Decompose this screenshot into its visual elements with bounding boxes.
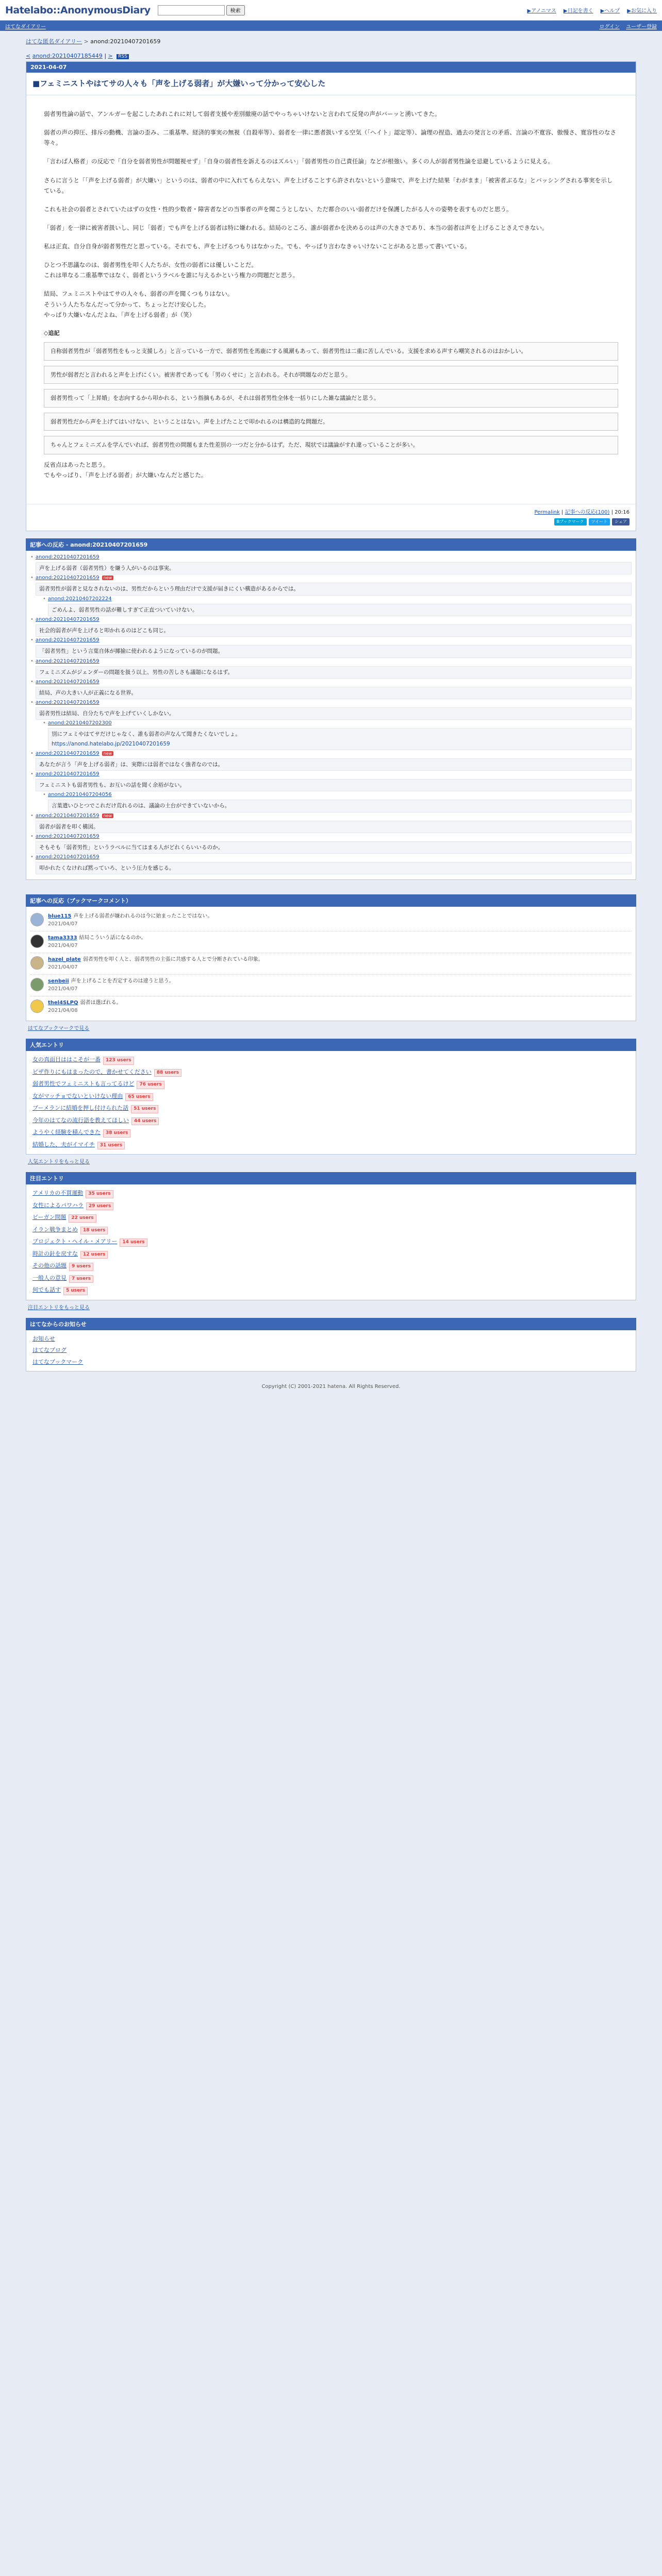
search-box: [158, 5, 245, 15]
reply-text: 弱者男性は結局、自分たちで声を上げていくしかない。: [36, 707, 632, 720]
reply-link[interactable]: anond:20210407201659: [35, 617, 100, 623]
entry-paragraph: 弱者男性論の話で、アンルガーを起こしたあれこれに対して弱者支援や差別撤廃の話でやっちゃいけないと言われて反発の声がバーッと湧いてきた。: [44, 110, 441, 117]
reply-text: そもそも「弱者男性」というラベルに当てはまる人がどれくらいいるのか。: [36, 841, 632, 854]
rss-icon[interactable]: RSS: [117, 54, 129, 59]
trackback-user[interactable]: blue115: [48, 913, 72, 920]
list-item: 女がマッチョでないといけない理由 65 users: [30, 1091, 632, 1103]
reply-link[interactable]: anond:20210407201659: [35, 637, 100, 643]
list-item: 時計の針を戻すな 12 users: [30, 1248, 632, 1261]
list-item: ブーメランに結婚を押し付けられた話 51 users: [30, 1103, 632, 1115]
reply-node: • anond:20210407201659 new 弱者男性が弱者と見なされないのは、男性だからという理由だけで支援が届きにくい構造があるからでは。 • anond:20210407202224 ごめんよ、弱者男性の話が難しすぎて正直ついていけない。: [30, 574, 632, 616]
anond-link[interactable]: anond:20210407185449: [32, 53, 103, 59]
entry-nav: < anond:20210407185449 | > RSS: [26, 53, 636, 59]
users-badge: 22 users: [69, 1214, 96, 1223]
users-badge: 51 users: [131, 1105, 158, 1113]
reply-node: • anond:20210407201659 弱者男性は結局、自分たちで声を上げていくしかない。 • anond:20210407202300 別にフェミやはてサだけじゃなく、誰も弱者の声なんて聞きたくないでしょ。 https://anond.hatelabo.jp/20210407201659: [30, 699, 632, 750]
subbar-login[interactable]: ログイン: [599, 24, 620, 30]
list-item: ビーガン問題 22 users: [30, 1212, 632, 1224]
reply-node: • anond:20210407201659 「弱者男性」という言葉自体が揶揄に使われるようになっているのが問題。: [30, 637, 632, 657]
entry-footer: Permalink | 記事への反応(100) | 20:16: [26, 504, 636, 518]
featured-list: [26, 1184, 636, 1300]
entry-paragraph: 弱者の声の抑圧、排斥の動機、言論の歪み、二重基準、経済的事実の無視（自殺率等）、弱者を一律に悪者扱いする空気（「ヘイト」認定等）、論理の捏造、過去の発言との矛盾、言論の不寛容、傲慢さ、寛容性のなさ等々。: [44, 129, 616, 147]
entry-paragraph: さらに言うと「「声を上げる弱者」が大嫌い」というのは、弱者の中に入れてもらえない、声を上げることすら許されないという意味で、声を上げた結果「わがまま」「被害者ぶるな」とバッシングされる事実を示している。: [44, 176, 613, 194]
entry-body: [26, 95, 636, 504]
reply-text: あなたが言う「声を上げる弱者」は、実際には弱者ではなく強者なのでは。: [36, 758, 632, 771]
prev-link[interactable]: <: [26, 53, 31, 59]
list-item: 何でも話す 5 users: [30, 1284, 632, 1297]
closing-line: ひとつ不思議なのは、弱者男性を叩く人たちが、女性の弱者には優しいことだ。: [44, 261, 257, 269]
list-item: はてなブックマーク: [32, 1358, 84, 1365]
quote-box: 弱者男性って「上昇婚」を志向するから叩かれる、という指摘もあるが、それは弱者男性全体を一括りにした雑な議論だと思う。: [44, 389, 618, 408]
trackback-section-title: 記事への反応（ブックマークコメント）: [26, 894, 636, 907]
reply-node: • anond:20210407201659 結局、声の大きい人が正義になる世界。: [30, 679, 632, 699]
reply-node: • anond:20210407201659 社会的弱者が声を上げると叩かれるのはどこも同じ。: [30, 616, 632, 637]
facebook-share-button[interactable]: シェア: [612, 518, 630, 526]
subbar-register[interactable]: ユーザー登録: [626, 24, 657, 30]
entry: [26, 61, 636, 531]
reply-text: 社会的弱者が声を上げると叩かれるのはどこも同じ。: [36, 624, 632, 637]
users-badge: 7 users: [69, 1275, 93, 1283]
reply-link[interactable]: anond:20210407201659: [35, 833, 100, 839]
reply-text: 言葉遣いひとつでこれだけ荒れるのは、議論の土台ができていないから。: [48, 800, 632, 812]
trackback-user[interactable]: hazel_plate: [48, 957, 81, 963]
tweet-button[interactable]: ツイート: [589, 518, 610, 526]
entry-title[interactable]: ■フェミニストやはてサの人々も「声を上げる弱者」が大嫌いって分かって安心した: [26, 73, 636, 95]
list-item: 女の真面目ははこそが一番 123 users: [30, 1054, 632, 1066]
quote-box: ちゃんとフェミニズムを学んでいれば、弱者男性の問題もまた性差別の一つだと分かるはず。ただ、現状では議論がすれ違っていることが多い。: [44, 436, 618, 454]
header-nav: [527, 6, 657, 14]
users-badge: 123 users: [103, 1057, 134, 1065]
entry-time: 20:16: [615, 510, 630, 516]
after-note: でもやっぱり、「声を上げる弱者」が大嫌いなんだと感じた。: [44, 471, 207, 479]
trackback-item: hazel_plate 弱者男性を叩く人と、弱者男性の主張に共感する人とで分断されている印象。 2021/04/07: [30, 953, 632, 975]
sign-off-line: 結局、フェミニストやはてサの人々も、弱者の声を聞くつもりはない。: [44, 290, 234, 298]
users-badge: 88 users: [154, 1069, 181, 1077]
new-badge: new: [102, 814, 114, 818]
list-item: 女性によるパワハラ 29 users: [30, 1200, 632, 1212]
entry-paragraph: 「言わば人格者」の反応で「自分を弱者男性が問題視せず」「自身の弱者性を訴えるのはズルい」「弱者男性の自己責任論」などが根強い。多くの人が弱者男性論を忌避しているように見える。: [44, 158, 554, 165]
reply-node: • anond:20210407201659 フェミニズムがジェンダーの問題を扱う以上、男性の苦しさも議題になるはず。: [30, 658, 632, 679]
featured-section-title: 注目エントリ: [26, 1172, 636, 1184]
bookmark-count-link[interactable]: 記事への反応(100): [565, 510, 610, 516]
nav-favorites[interactable]: ▶お気に入り: [627, 8, 657, 14]
reply-text: 声を上げる弱者（弱者男性）を嫌う人がいるのは事実。: [36, 562, 632, 574]
entry-paragraph: 「弱者」を一律に被害者扱いし、同じ「弱者」でも声を上げる弱者は特に嫌われる。結局のところ、誰が弱者かを決めるのは声の大きさであり、本当の弱者は声を上げることさえできない。: [44, 224, 548, 231]
avatar[interactable]: [30, 956, 44, 970]
reply-text: ごめんよ、弱者男性の話が難しすぎて正直ついていけない。: [48, 604, 632, 616]
users-badge: 18 users: [80, 1227, 108, 1235]
reply-link[interactable]: anond:20210407201659: [35, 575, 100, 581]
users-badge: 38 users: [103, 1129, 130, 1138]
reply-text: 弱者が弱者を叩く構図。: [36, 821, 632, 833]
note-heading: ◇追記: [44, 329, 60, 336]
users-badge: 65 users: [125, 1093, 153, 1101]
reply-node: • anond:20210407202224 ごめんよ、弱者男性の話が難しすぎて正直ついていけない。: [43, 596, 632, 616]
avatar[interactable]: [30, 935, 44, 948]
list-item: イラン戦争まとめ 18 users: [30, 1224, 632, 1236]
users-badge: 14 users: [120, 1239, 147, 1247]
sign-off-line: そういう人たちなんだって分かって、ちょっとだけ安心した。: [44, 300, 210, 308]
entry-date: 2021-04-07: [26, 62, 636, 73]
replies-section-title: 記事への反応 - anond:20210407201659: [26, 538, 636, 551]
trackback-item: senbeii 声を上げることを否定するのは違うと思う。 2021/04/07: [30, 975, 632, 996]
avatar[interactable]: [30, 999, 44, 1013]
users-badge: 44 users: [131, 1117, 159, 1126]
share-buttons: [26, 518, 636, 531]
list-item: 今年のはてなの流行語を教えてほしい 44 users: [30, 1115, 632, 1127]
more-popular-link[interactable]: 人気エントリをもっと見る: [28, 1159, 90, 1165]
reply-node: • anond:20210407201659 そもそも「弱者男性」というラベルに当てはまる人がどれくらいいるのか。: [30, 833, 632, 854]
list-item: 弱者男性でフェミニストも言ってるけど 76 users: [30, 1078, 632, 1091]
breadcrumb-home[interactable]: はてな匿名ダイアリー: [26, 38, 82, 45]
reply-text: 結局、声の大きい人が正義になる世界。: [36, 687, 632, 699]
trackback-user[interactable]: senbeii: [48, 978, 69, 985]
search-input[interactable]: [158, 5, 225, 15]
list-item: プロジェクト・ヘイル・メアリー 14 users: [30, 1236, 632, 1248]
reply-text: 「弱者男性」という言葉自体が揶揄に使われるようになっているのが問題。: [36, 645, 632, 657]
after-note: 反省点はあったと思う。: [44, 461, 109, 468]
users-badge: 31 users: [97, 1142, 125, 1150]
trackback-list: [26, 907, 636, 1021]
reply-link[interactable]: anond:20210407202300: [47, 720, 112, 726]
reply-node: • anond:20210407201659 声を上げる弱者（弱者男性）を嫌う人がいるのは事実。: [30, 554, 632, 574]
breadcrumb-current: anond:20210407201659: [90, 38, 161, 45]
more-bookmarks-link[interactable]: はてなブックマークで見る: [28, 1026, 90, 1032]
trackback-item: blue115 声を上げる弱者が嫌われるのは今に始まったことではない。 2021/04/07: [30, 910, 632, 931]
hatena-bookmark-button[interactable]: Bブックマーク: [554, 518, 587, 526]
users-badge: 12 users: [80, 1251, 108, 1259]
reply-node: • anond:20210407201659 new 弱者が弱者を叩く構図。: [30, 812, 632, 833]
closing-line: これは単なる二重基準ではなく、弱者というラベルを誰に与えるかという権力の問題だと思う。: [44, 272, 299, 279]
reply-node: • anond:20210407202300 別にフェミやはてサだけじゃなく、誰も弱者の声なんて聞きたくないでしょ。 https://anond.hatelabo.jp/20210407201659: [43, 720, 632, 750]
sub-bar: [0, 21, 662, 31]
reply-link[interactable]: anond:20210407201659: [35, 679, 100, 685]
reply-node: • anond:20210407204056 言葉遣いひとつでこれだけ荒れるのは、議論の土台ができていないから。: [43, 791, 632, 812]
avatar[interactable]: [30, 978, 44, 991]
nav-anonymous[interactable]: ▶アノニマス: [527, 8, 556, 14]
trackback-item: tama3333 結局こういう話になるのか。 2021/04/07: [30, 931, 632, 953]
reply-link[interactable]: anond:20210407204056: [47, 792, 112, 798]
main-content: [0, 31, 662, 1400]
reply-node: • anond:20210407201659 new あなたが言う「声を上げる弱者」は、実際には弱者ではなく強者なのでは。: [30, 750, 632, 771]
reply-text: フェミニズムがジェンダーの問題を扱う以上、男性の苦しさも議題になるはず。: [36, 666, 632, 679]
list-item: アメリカの不買運動 35 users: [30, 1188, 632, 1200]
breadcrumb: はてな匿名ダイアリー > anond:20210407201659: [26, 38, 161, 45]
users-badge: 5 users: [63, 1287, 88, 1295]
popular-section-title: 人気エントリ: [26, 1039, 636, 1051]
subbar-hatena[interactable]: はてなダイアリー: [5, 24, 46, 30]
list-item: ようやく経験を積んできた 38 users: [30, 1127, 632, 1139]
site-header: [0, 0, 662, 21]
users-badge: 9 users: [69, 1263, 93, 1271]
reply-link[interactable]: anond:20210407201659: [35, 658, 100, 664]
reply-node: • anond:20210407201659 叩かれたくなければ黙っていろ、という圧力を感じる。: [30, 854, 632, 874]
trackback-item: thel4SLPQ 弱者は選ばれる。 2021/04/08: [30, 996, 632, 1018]
avatar[interactable]: [30, 913, 44, 926]
entry-paragraph: 私は正直、自分自身が弱者男性だと思っている。それでも、声を上げるつもりはなかった。でも、やっぱり言わなきゃいけないことがあると思って書いている。: [44, 243, 471, 250]
reply-link[interactable]: anond:20210407201659: [35, 700, 100, 706]
announcement-section-title: はてなからのお知らせ: [26, 1318, 636, 1330]
popular-list: [26, 1051, 636, 1155]
new-badge: new: [102, 575, 114, 580]
trackback-user[interactable]: tama3333: [48, 935, 77, 941]
reply-link[interactable]: anond:20210407202224: [47, 596, 112, 602]
next-link[interactable]: >: [108, 53, 113, 59]
reply-link[interactable]: anond:20210407201659: [35, 771, 100, 777]
search-button[interactable]: 検索: [226, 5, 245, 15]
site-logo[interactable]: Hatelabo::AnonymousDiary: [5, 4, 151, 16]
quote-box: 自称弱者男性が「弱者男性をもっと支援しろ」と言っている一方で、弱者男性を馬鹿にする風潮もあって、弱者男性は二重に苦しんでいる。支援を求める声すら嘲笑されるのはおかしい。: [44, 342, 618, 361]
announcement-list: [26, 1330, 636, 1372]
reply-text: フェミニストも弱者男性も、お互いの話を聞く余裕がない。: [36, 779, 632, 791]
quote-box: 弱者男性だから声を上げてはいけない、ということはない。声を上げたことで叩かれるのは構造的な問題だ。: [44, 413, 618, 431]
users-badge: 35 users: [86, 1190, 113, 1198]
list-item: はてなブログ: [32, 1347, 67, 1354]
reply-url[interactable]: https://anond.hatelabo.jp/20210407201659: [52, 740, 170, 747]
reply-tree: [26, 551, 636, 880]
reply-text: 別にフェミやはてサだけじゃなく、誰も弱者の声なんて聞きたくないでしょ。 https://anond.hatelabo.jp/20210407201659: [48, 728, 632, 750]
reply-text: 弱者男性が弱者と見なされないのは、男性だからという理由だけで支援が届きにくい構造があるからでは。: [36, 583, 632, 595]
users-badge: 76 users: [137, 1081, 164, 1089]
new-badge: new: [102, 751, 114, 756]
entry-paragraph: これも社会の弱者とされていたはずの女性・性的少数者・障害者などの当事者の声を聞こうとしない、ただ都合のいい弱者だけを保護したがる人々の姿勢を表すものだと思う。: [44, 205, 512, 213]
reply-text: 叩かれたくなければ黙っていろ、という圧力を感じる。: [36, 862, 632, 874]
reply-node: • anond:20210407201659 フェミニストも弱者男性も、お互いの話を聞く余裕がない。 • anond:20210407204056 言葉遣いひとつでこれだけ荒れるのは、議論の土台ができていないから。: [30, 771, 632, 812]
list-item: その他の話題 9 users: [30, 1260, 632, 1273]
list-item: 結婚した、夫がイマイチ 31 users: [30, 1139, 632, 1151]
nav-write[interactable]: ▶日記を書く: [563, 8, 593, 14]
trackback-user[interactable]: thel4SLPQ: [48, 1000, 78, 1006]
reply-link[interactable]: anond:20210407201659: [35, 554, 100, 561]
reply-link[interactable]: anond:20210407201659: [35, 854, 100, 860]
list-item: ピザ作りにもはまったので、書かせてください 88 users: [30, 1066, 632, 1079]
sign-off-line: やっぱり大嫌いなんだよね、「声を上げる弱者」が（笑）: [44, 311, 195, 318]
permalink[interactable]: Permalink: [534, 510, 560, 516]
reply-link[interactable]: anond:20210407201659: [35, 812, 100, 819]
list-item: 一般人の意見 7 users: [30, 1273, 632, 1285]
reply-link[interactable]: anond:20210407201659: [35, 750, 100, 756]
quote-box: 男性が弱者だと言われると声を上げにくい。被害者であっても「男のくせに」と言われる。それが問題なのだと思う。: [44, 366, 618, 384]
more-featured-link[interactable]: 注目エントリをもっと見る: [28, 1304, 90, 1311]
list-item: お知らせ: [32, 1335, 55, 1342]
copyright: Copyright (C) 2001-2021 hatena. All Rights Reserved.: [261, 1384, 401, 1390]
nav-help[interactable]: ▶ヘルプ: [600, 8, 620, 14]
users-badge: 29 users: [86, 1202, 113, 1211]
